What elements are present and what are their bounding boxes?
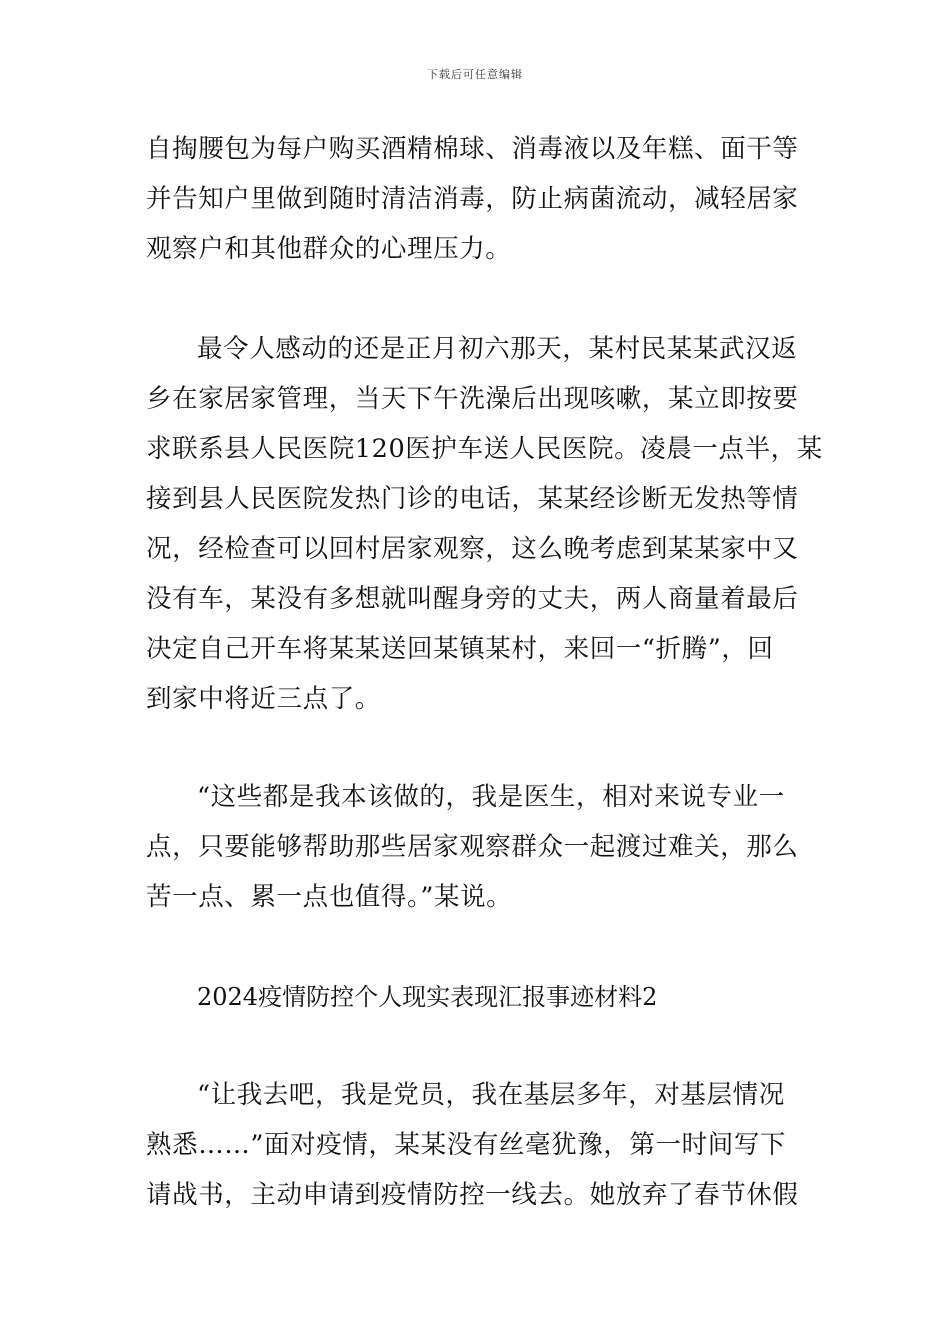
- section-heading-text: 2024疫情防控个人现实表现汇报事迹材料2: [197, 983, 658, 1011]
- paragraph-line: 熟悉……”面对疫情，某某没有丝毫犹豫，第一时间写下: [146, 1130, 787, 1160]
- paragraph-1: [146, 124, 816, 274]
- section-heading: [146, 972, 816, 1022]
- paragraph-3: [146, 772, 816, 922]
- paragraph-line: 并告知户里做到随时清洁消毒，防止病菌流动，减轻居家: [146, 184, 799, 214]
- paragraph-line: 到家中将近三点了。: [146, 684, 381, 714]
- paragraph-4: [146, 1070, 816, 1220]
- paragraph-2: [146, 324, 823, 724]
- paragraph-line: 苦一点、累一点也值得。”某说。: [146, 882, 513, 912]
- paragraph-line: 请战书，主动申请到疫情防控一线去。她放弃了春节休假: [146, 1180, 799, 1210]
- paragraph-line: 最令人感动的还是正月初六那天，某村民某某武汉返: [197, 334, 798, 364]
- paragraph-line: 自掏腰包为每户购买酒精棉球、消毒液以及年糕、面干等: [146, 134, 799, 164]
- paragraph-line: 乡在家居家管理，当天下午洗澡后出现咳嗽，某立即按要: [146, 384, 799, 414]
- header-note: 下载后可任意编辑: [427, 68, 523, 81]
- paragraph-line: “这些都是我本该做的，我是医生，相对来说专业一: [197, 782, 785, 812]
- paragraph-line: 观察户和其他群众的心理压力。: [146, 234, 512, 264]
- paragraph-line: 求联系县人民医院120医护车送人民医院。凌晨一点半，某: [146, 434, 823, 464]
- paragraph-line: 接到县人民医院发热门诊的电话，某某经诊断无发热等情: [146, 484, 799, 514]
- paragraph-line: 点，只要能够帮助那些居家观察群众一起渡过难关，那么: [146, 832, 799, 862]
- paragraph-line: 决定自己开车将某某送回某镇某村，来回一“折腾”，回: [146, 634, 774, 664]
- paragraph-line: “让我去吧，我是党员，我在基层多年，对基层情况: [197, 1080, 785, 1110]
- paragraph-line: 没有车，某没有多想就叫醒身旁的丈夫，两人商量着最后: [146, 584, 799, 614]
- paragraph-line: 况，经检查可以回村居家观察，这么晚考虑到某某家中又: [146, 534, 799, 564]
